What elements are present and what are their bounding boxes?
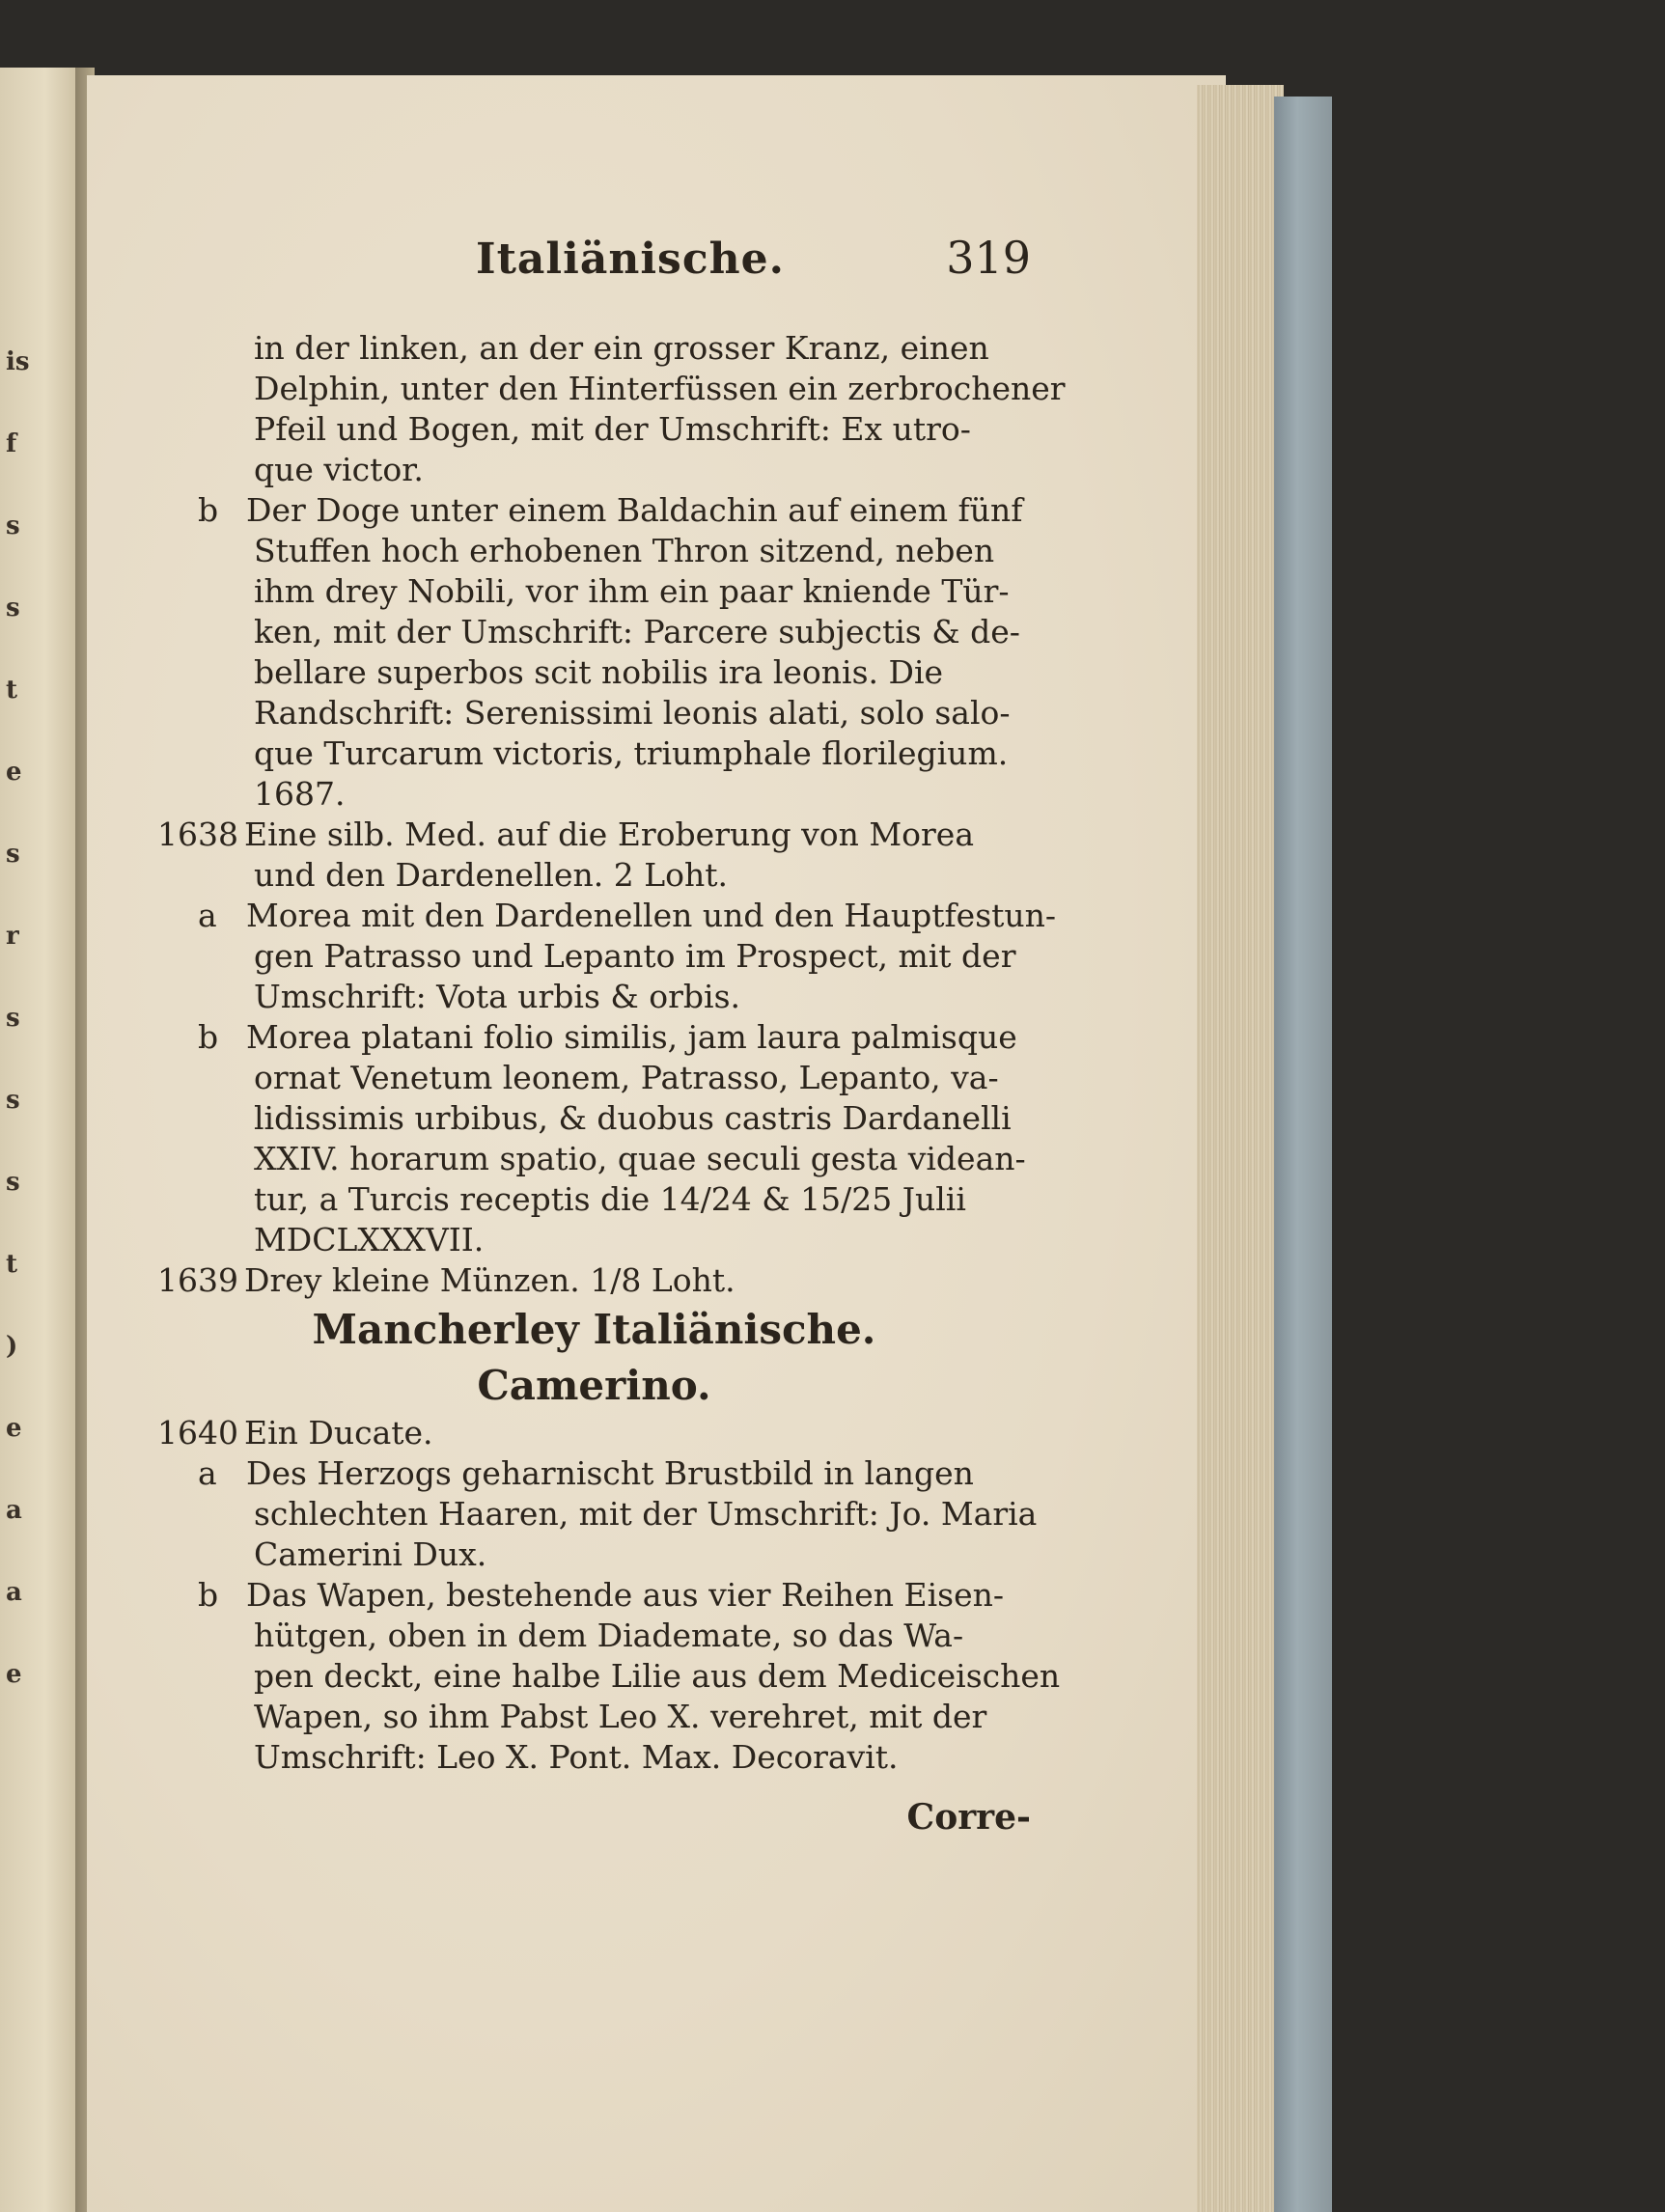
- catchword: Corre-: [906, 1797, 1031, 1838]
- text-line: ken, mit der Umschrift: Parcere subjectis & de-: [254, 613, 1020, 650]
- previous-page-letter: s: [6, 840, 20, 869]
- previous-page-letter: e: [6, 1414, 22, 1443]
- text-line: Stuffen hoch erhobenen Thron sitzend, neben: [254, 532, 995, 569]
- sub-item-label: b: [198, 1576, 219, 1614]
- text-line: Umschrift: Leo X. Pont. Max. Decoravit.: [254, 1738, 899, 1776]
- previous-page-letter: s: [6, 1086, 20, 1115]
- page-body: [157, 328, 1066, 1778]
- text-line: Umschrift: Vota urbis & orbis.: [254, 978, 741, 1015]
- entry-text: Drey kleine Münzen. 1/8 Loht.: [244, 1261, 735, 1299]
- sub-item-line: [157, 1575, 1031, 1616]
- previous-page-edge: [0, 68, 75, 2212]
- text-line: 1687.: [254, 775, 346, 813]
- running-title: Italiänische.: [476, 235, 785, 284]
- text-line: und den Dardenellen. 2 Loht.: [254, 856, 729, 894]
- entry-text: Ein Ducate.: [244, 1414, 433, 1452]
- text-line: Wapen, so ihm Pabst Leo X. verehret, mit der: [254, 1698, 987, 1735]
- sub-item-line: [157, 1453, 1031, 1494]
- previous-page-letter: is: [6, 347, 30, 376]
- page-edges: [1197, 85, 1284, 2212]
- entry-number: 1638: [157, 816, 238, 853]
- previous-page-letter: t: [6, 676, 18, 705]
- text-line: que victor.: [254, 451, 424, 488]
- sub-item-label: b: [198, 1018, 219, 1056]
- sub-item-text: Morea mit den Dardenellen und den Hauptfestun-: [246, 897, 1057, 934]
- text-line: schlechten Haaren, mit der Umschrift: Jo. Maria: [254, 1495, 1038, 1533]
- catalog-entry-line: [157, 1413, 1031, 1453]
- previous-page-letter: f: [6, 429, 17, 458]
- sub-item-label: b: [198, 491, 219, 529]
- text-line: que Turcarum victoris, triumphale florilegium.: [254, 734, 1009, 772]
- text-line: lidissimis urbibus, & duobus castris Dardanelli: [254, 1099, 1012, 1137]
- previous-page-letter: s: [6, 594, 20, 622]
- previous-page-letter: s: [6, 1168, 20, 1197]
- text-line: bellare superbos scit nobilis ira leonis. Die: [254, 653, 944, 691]
- text-line: ihm drey Nobili, vor ihm ein paar kniende Tür-: [254, 572, 1010, 610]
- sub-item-label: a: [198, 1454, 217, 1492]
- sub-item-text: Der Doge unter einem Baldachin auf einem fünf: [246, 491, 1023, 529]
- catalog-entry-line: [157, 1260, 1031, 1301]
- previous-page-letter: a: [6, 1578, 22, 1607]
- previous-page-fragments: [6, 68, 64, 2212]
- previous-page-letter: r: [6, 922, 19, 951]
- sub-item-text: Morea platani folio similis, jam laura palmisque: [246, 1018, 1017, 1056]
- sub-item-label: a: [198, 897, 217, 934]
- text-line: XXIV. horarum spatio, quae seculi gesta videan-: [254, 1140, 1026, 1177]
- page-header: [157, 232, 1031, 299]
- subsection-heading: Camerino.: [477, 1362, 711, 1409]
- sub-item-line: [157, 896, 1057, 936]
- page-number: 319: [946, 232, 1031, 284]
- previous-page-letter: s: [6, 512, 20, 540]
- previous-page-letter: ): [6, 1332, 18, 1361]
- entry-number: 1639: [157, 1261, 238, 1299]
- entry-text: Eine silb. Med. auf die Eroberung von Morea: [244, 816, 974, 853]
- text-line: hütgen, oben in dem Diademate, so das Wa-: [254, 1617, 964, 1654]
- book-cover: [1274, 97, 1332, 2212]
- entry-number: 1640: [157, 1414, 238, 1452]
- previous-page-letter: t: [6, 1250, 18, 1279]
- catalog-entry-line: [157, 815, 1031, 855]
- sub-item-line: [157, 1017, 1031, 1058]
- section-heading: Mancherley Italiänische.: [312, 1306, 876, 1353]
- text-line: tur, a Turcis receptis die 14/24 & 15/25 Julii: [254, 1180, 966, 1218]
- sub-item-text: Des Herzogs geharnischt Brustbild in langen: [246, 1454, 974, 1492]
- previous-page-letter: s: [6, 1004, 20, 1033]
- text-line: pen deckt, eine halbe Lilie aus dem Mediceischen: [254, 1657, 1061, 1695]
- sub-item-line: [157, 490, 1031, 531]
- text-line: gen Patrasso und Lepanto im Prospect, mit der: [254, 937, 1016, 975]
- sub-item-text: Das Wapen, bestehende aus vier Reihen Eisen-: [246, 1576, 1005, 1614]
- text-line: in der linken, an der ein grosser Kranz, einen: [254, 329, 989, 367]
- text-line: Camerini Dux.: [254, 1535, 487, 1573]
- text-line: Randschrift: Serenissimi leonis alati, solo salo-: [254, 694, 1011, 732]
- previous-page-letter: a: [6, 1496, 22, 1525]
- text-line: ornat Venetum leonem, Patrasso, Lepanto, va-: [254, 1059, 999, 1096]
- previous-page-letter: e: [6, 1660, 22, 1689]
- previous-page-letter: e: [6, 758, 22, 787]
- text-line: Delphin, unter den Hinterfüssen ein zerbrochener: [254, 370, 1066, 407]
- text-line: Pfeil und Bogen, mit der Umschrift: Ex utro-: [254, 410, 971, 448]
- text-line: MDCLXXXVII.: [254, 1221, 485, 1258]
